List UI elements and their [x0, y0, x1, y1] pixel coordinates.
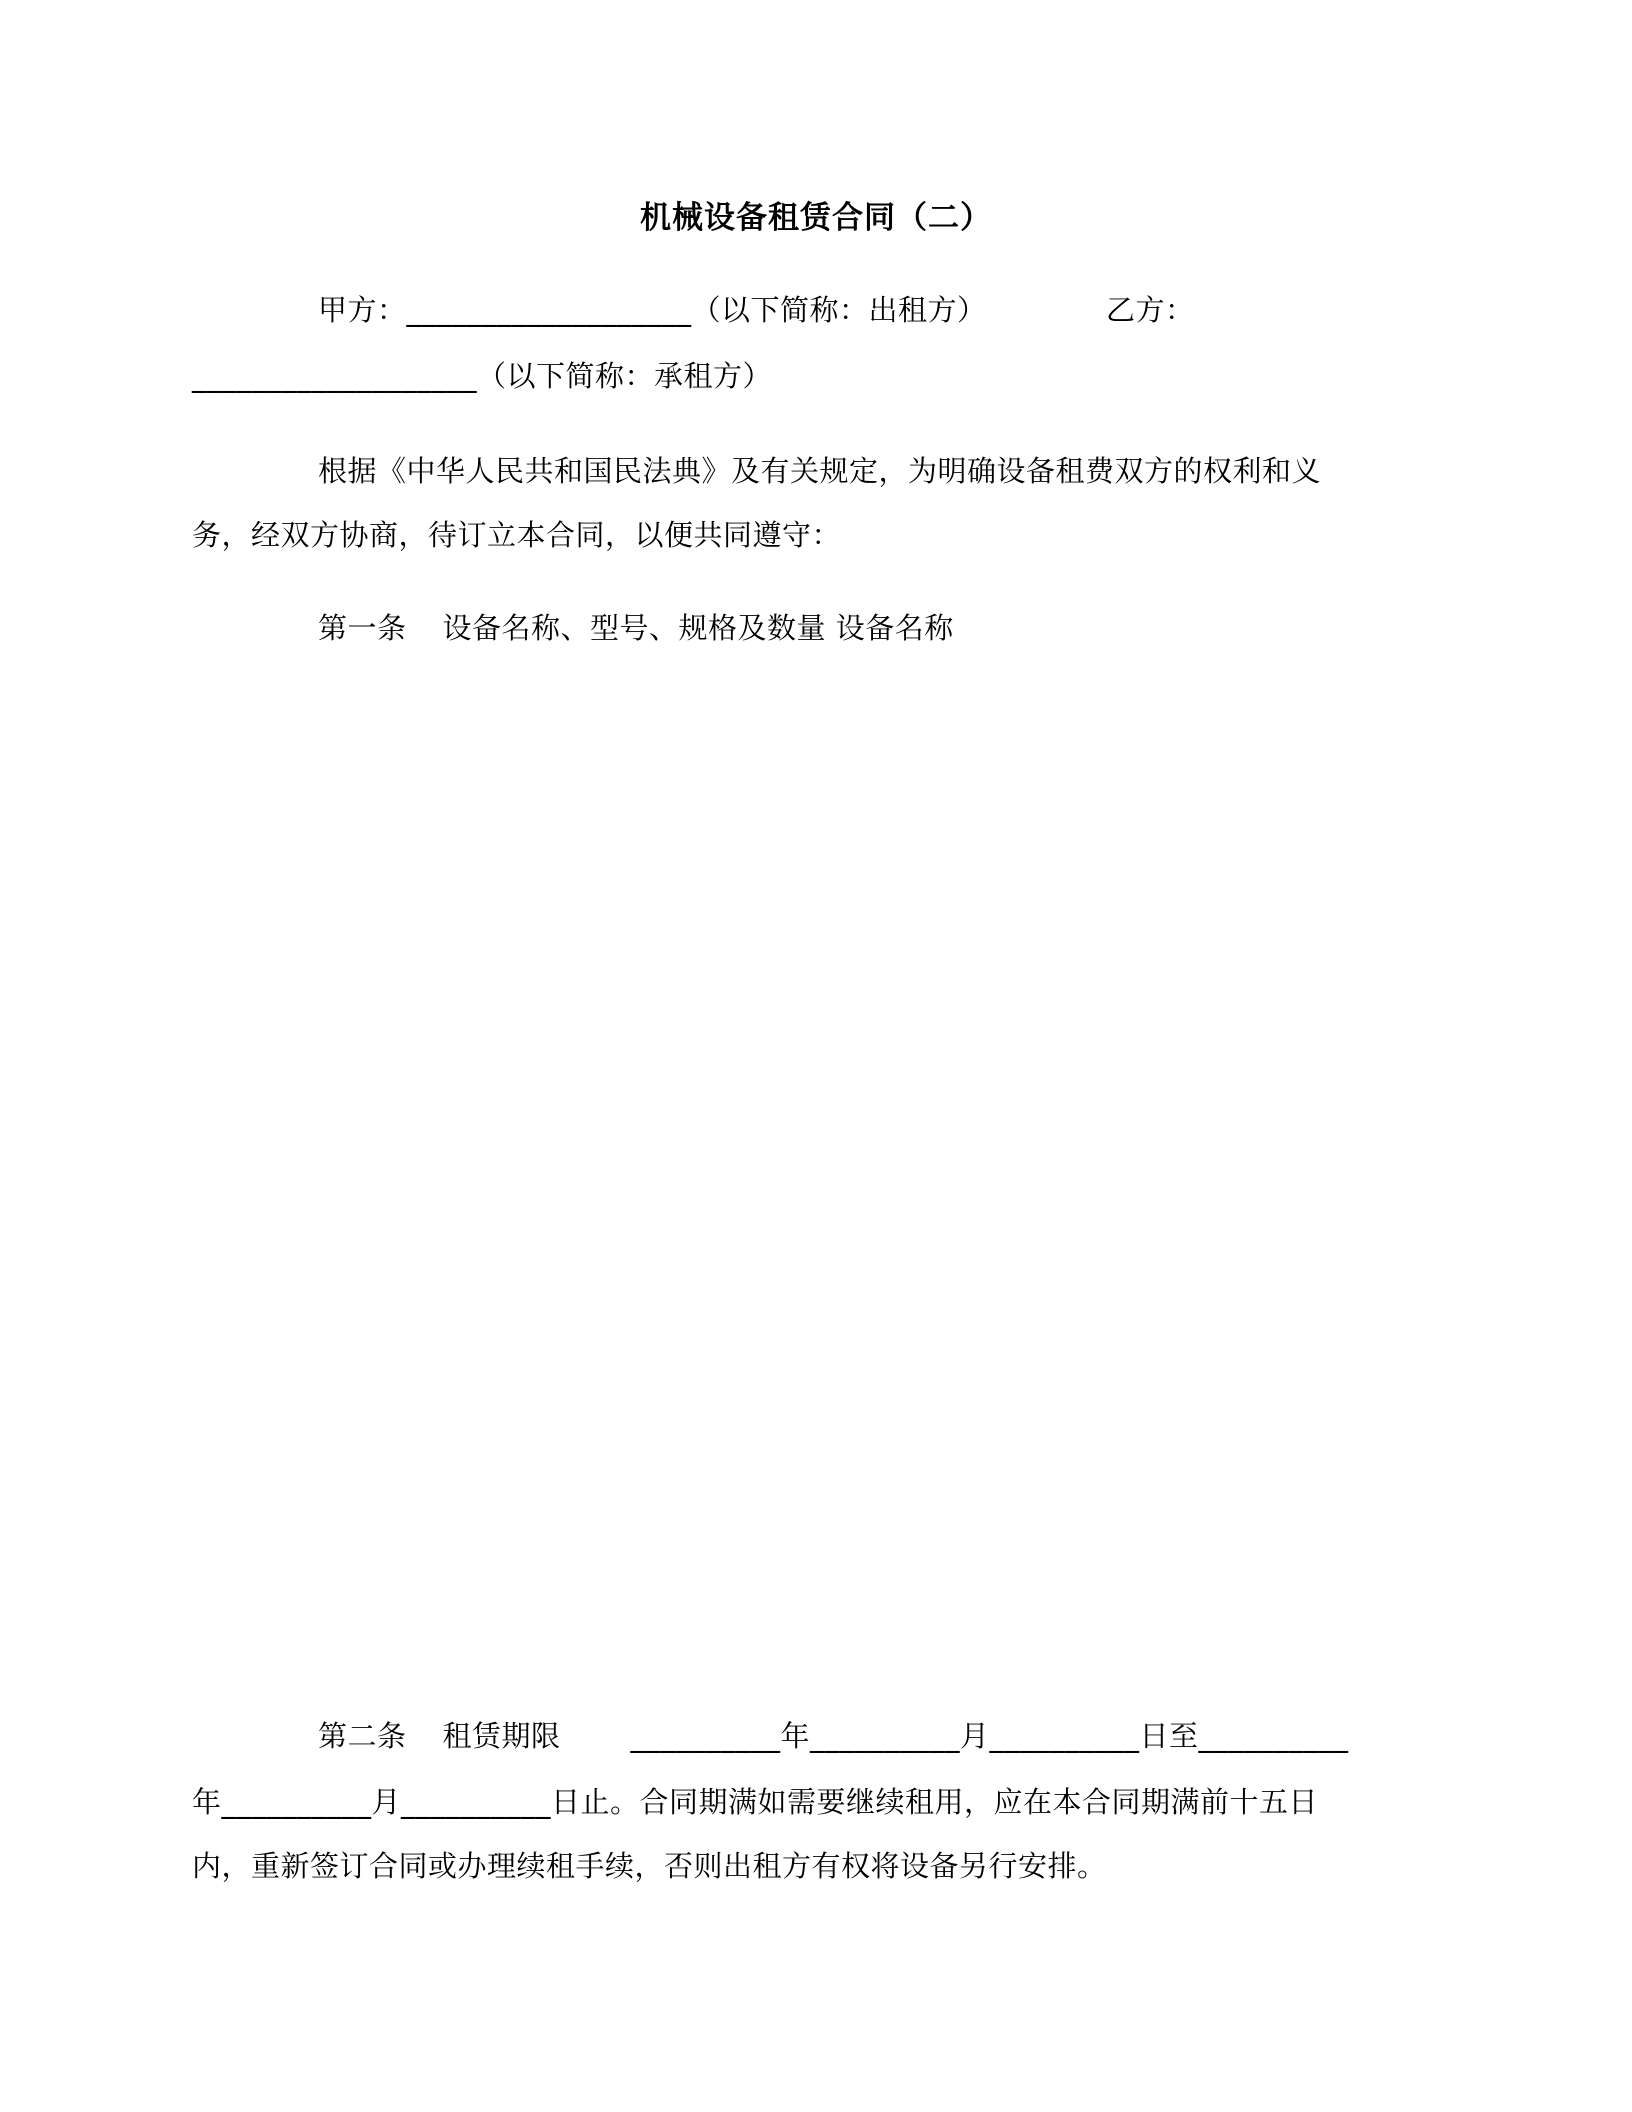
article-2-line-1	[318, 1716, 1349, 1756]
article-2-line-3: 内，重新签订合同或办理续租手续，否则出租方有权将设备另行安排。	[192, 1849, 1107, 1883]
article-2-line-2: 年__________月__________日止。合同期满如需要继续租用，应在本合同期满前十五日	[192, 1785, 1319, 1819]
party-b-line	[192, 356, 772, 396]
party-a-alias: （以下简称：出租方）	[691, 293, 987, 327]
preamble-line-1: 根据《中华人民共和国民法典》及有关规定，为明确设备租费双方的权利和义	[318, 454, 1322, 488]
party-a-line	[318, 290, 987, 330]
party-a-blank: ___________________	[406, 293, 692, 327]
document-title: 机械设备租赁合同（二）	[640, 200, 992, 236]
article-1-line	[318, 608, 954, 648]
article-2-dates: __________年__________月__________日至__________	[630, 1719, 1349, 1753]
article-2-heading: 第二条	[318, 1719, 407, 1753]
party-b-alias: （以下简称：承租方）	[477, 359, 773, 393]
party-b-label: 乙方：	[1106, 293, 1195, 327]
party-a-label: 甲方：	[318, 293, 407, 327]
article-1-text: 设备名称、型号、规格及数量 设备名称	[442, 611, 954, 645]
article-1-heading: 第一条	[318, 611, 407, 645]
preamble-line-2: 务，经双方协商，待订立本合同，以便共同遵守：	[192, 518, 842, 552]
article-2-title: 租赁期限	[442, 1719, 561, 1753]
party-b-blank: ___________________	[192, 359, 477, 393]
